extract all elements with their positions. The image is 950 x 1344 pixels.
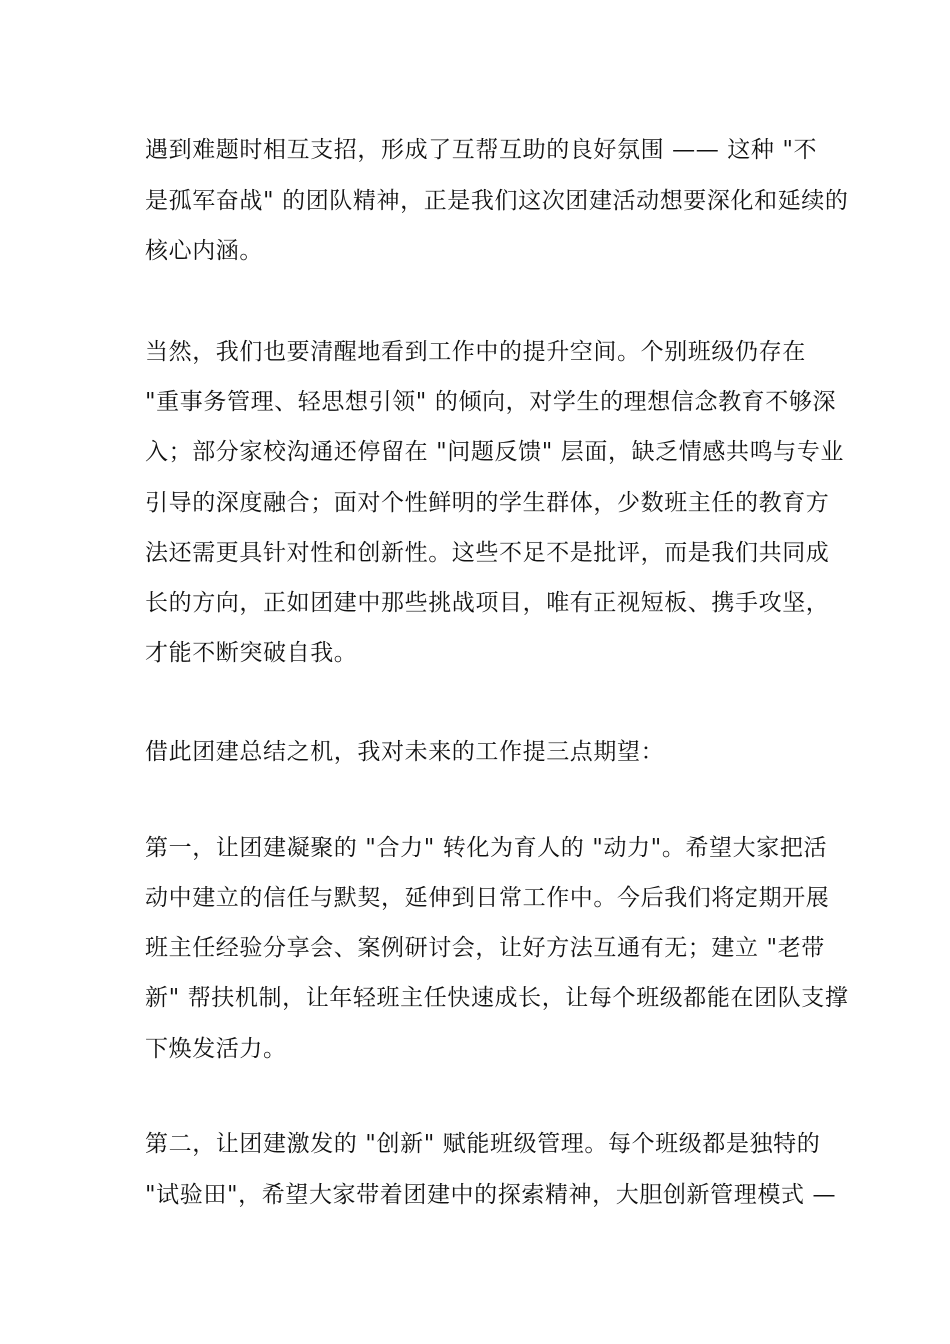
paragraph-4-line-5: 下焕发活力。 (145, 1036, 287, 1062)
paragraph-1-line-1: 遇到难题时相互支招，形成了互帮互助的良好氛围 —— 这种 "不 (145, 137, 818, 163)
paragraph-4-line-3: 班主任经验分享会、案例研讨会，让好方法互通有无；建立 "老带 (145, 935, 825, 961)
paragraph-2-line-6: 长的方向，正如团建中那些挑战项目，唯有正视短板、携手攻坚， (145, 590, 830, 616)
paragraph-2-line-1: 当然，我们也要清醒地看到工作中的提升空间。个别班级仍存在 (145, 339, 806, 365)
paragraph-1-line-2: 是孤军奋战" 的团队精神，正是我们这次团建活动想要深化和延续的 (145, 188, 849, 214)
paragraph-5-line-2: "试验田"，希望大家带着团建中的探索精神，大胆创新管理模式 — (145, 1182, 837, 1208)
paragraph-4-line-4: 新" 帮扶机制，让年轻班主任快速成长，让每个班级都能在团队支撑 (145, 985, 849, 1011)
paragraph-5-line-1: 第二，让团建激发的 "创新" 赋能班级管理。每个班级都是独特的 (145, 1131, 821, 1157)
paragraph-4-line-1: 第一，让团建凝聚的 "合力" 转化为育人的 "动力"。希望大家把活 (145, 835, 828, 861)
paragraph-2-line-4: 引导的深度融合；面对个性鲜明的学生群体，少数班主任的教育方 (145, 490, 830, 516)
paragraph-2-line-3: 入；部分家校沟通还停留在 "问题反馈" 层面，缺乏情感共鸣与专业 (145, 439, 844, 465)
paragraph-3-line-1: 借此团建总结之机，我对未来的工作提三点期望： (145, 739, 665, 765)
paragraph-4-line-2: 动中建立的信任与默契，延伸到日常工作中。今后我们将定期开展 (145, 885, 830, 911)
paragraph-2-line-7: 才能不断突破自我。 (145, 640, 358, 666)
paragraph-1-line-3: 核心内涵。 (145, 238, 263, 264)
paragraph-2-line-2: "重事务管理、轻思想引领" 的倾向，对学生的理想信念教育不够深 (145, 389, 837, 415)
paragraph-2-line-5: 法还需更具针对性和创新性。这些不足不是批评，而是我们共同成 (145, 540, 830, 566)
